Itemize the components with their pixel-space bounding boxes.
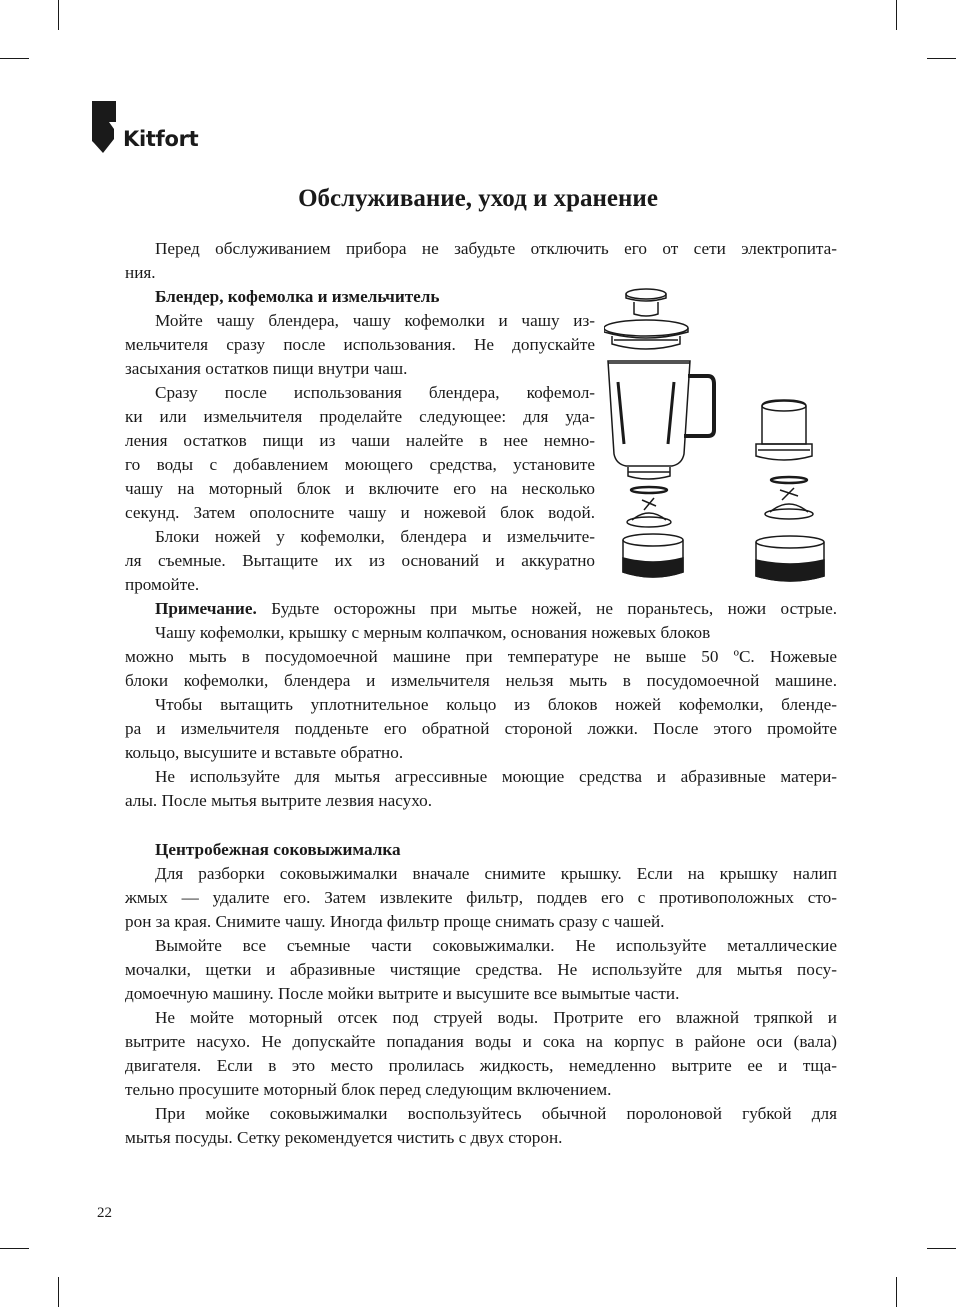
crop-mark — [58, 1277, 59, 1307]
crop-mark — [0, 1248, 29, 1249]
intro-paragraph — [125, 237, 837, 285]
text-line: двигателя. Если в это место пролилась жидкость, немедленно вытрите ее и тща- — [125, 1056, 837, 1075]
text-line: Не используйте для мытья агрессивные моющие средства и абразивные матери- — [155, 767, 837, 786]
text-line: ра и измельчителя подденьте его обратной стороной ложки. После этого промойте — [125, 719, 837, 738]
crop-mark — [896, 1277, 897, 1307]
note-line: Примечание. Будьте осторожны при мытье ножей, не пораньтесь, ножи острые. — [155, 599, 837, 618]
text-line: ки или измельчителя проделайте следующее: для уда- — [125, 407, 595, 426]
crop-mark — [927, 1248, 956, 1249]
text-line: го воды с добавлением моющего средства, установите — [125, 455, 595, 474]
section-heading: Центробежная соковыжималка — [155, 840, 401, 859]
blender-parts-illustration — [604, 284, 836, 586]
text-line: жмых — удалите его. Затем извлеките фильтр, поддев его с противоположных сто- — [125, 888, 837, 907]
juicer-section — [125, 838, 837, 1150]
text-line: кольцо, высушите и вставьте обратно. — [125, 743, 404, 762]
text-line: засыхания остатков пищи внутри чаш. — [125, 359, 408, 378]
text-line: Чтобы вытащить уплотнительное кольцо из блоков ножей кофемолки, бленде- — [155, 695, 837, 714]
text-line: Не мойте моторный отсек под струей воды. Протрите его влажной тряпкой и — [155, 1008, 837, 1027]
text-line: алы. После мытья вытрите лезвия насухо. — [125, 791, 433, 810]
text-line: Вымойте все съемные части соковыжималки. Не используйте металлические — [155, 936, 837, 955]
crop-mark — [927, 58, 956, 59]
text-line: блоки кофемолки, блендера и измельчителя нельзя мыть в посудомоечной машине. — [125, 671, 837, 690]
crop-mark — [896, 0, 897, 30]
blender-exploded-view-icon — [604, 284, 836, 586]
text-line: чашу на моторный блок и включите его на несколько — [125, 479, 595, 498]
brand-logo — [92, 101, 202, 157]
blender-section-continued — [125, 597, 837, 813]
text-line: секунд. Затем ополосните чашу и ножевой блок водой. — [125, 503, 595, 522]
text-line: ления остатков пищи из чаши налейте в нее немно- — [125, 431, 595, 450]
text-line: Сразу после использования блендера, кофемол- — [155, 383, 595, 402]
crop-mark — [0, 58, 29, 59]
note-label: Примечание. — [155, 599, 257, 618]
text-line: ния. — [125, 263, 156, 282]
kitfort-logo-icon — [92, 101, 122, 155]
page-number: 22 — [97, 1205, 112, 1221]
blender-section — [125, 285, 595, 597]
text-line: мельчителя сразу после использования. Не допускайте — [125, 335, 595, 354]
crop-mark — [58, 0, 59, 30]
text-line: тельно просушите моторный блок перед следующим включением. — [125, 1080, 612, 1099]
section-heading: Блендер, кофемолка и измельчитель — [155, 287, 440, 306]
text-line: рон за края. Снимите чашу. Иногда фильтр проще снимать сразу с чашей. — [125, 912, 665, 931]
text-line: мытья посуды. Сетку рекомендуется чистить с двух сторон. — [125, 1128, 563, 1147]
text-line: можно мыть в посудомоечной машине при температуре не выше 50 ºС. Ножевые — [125, 647, 837, 666]
text-line: ля съемные. Вытащите их из оснований и аккуратно — [125, 551, 595, 570]
page-title: Обслуживание, уход и хранение — [298, 185, 658, 212]
text-line: домоечную машину. После мойки вытрите и высушите все вымытые части. — [125, 984, 680, 1003]
text-line: Блоки ножей у кофемолки, блендера и измельчите- — [155, 527, 595, 546]
text-line: Для разборки соковыжималки вначале снимите крышку. Если на крышку налип — [155, 864, 837, 883]
text-line: Чашу кофемолки, крышку с мерным колпачком, основания ножевых блоков — [155, 623, 711, 642]
text-line: мочалки, щетки и абразивные чистящие средства. Не используйте для мытья посу- — [125, 960, 837, 979]
text-line: Перед обслуживанием прибора не забудьте отключить его от сети электропита- — [155, 239, 837, 258]
text-line: вытрите насухо. Не допускайте попадания воды и сока на корпус в районе оси (вала) — [125, 1032, 837, 1051]
text-line: Мойте чашу блендера, чашу кофемолки и чашу из- — [155, 311, 595, 330]
text-line: промойте. — [125, 575, 200, 594]
brand-name: Kitfort — [123, 127, 199, 151]
text-line: При мойке соковыжималки воспользуйтесь обычной поролоновой губкой для — [155, 1104, 837, 1123]
